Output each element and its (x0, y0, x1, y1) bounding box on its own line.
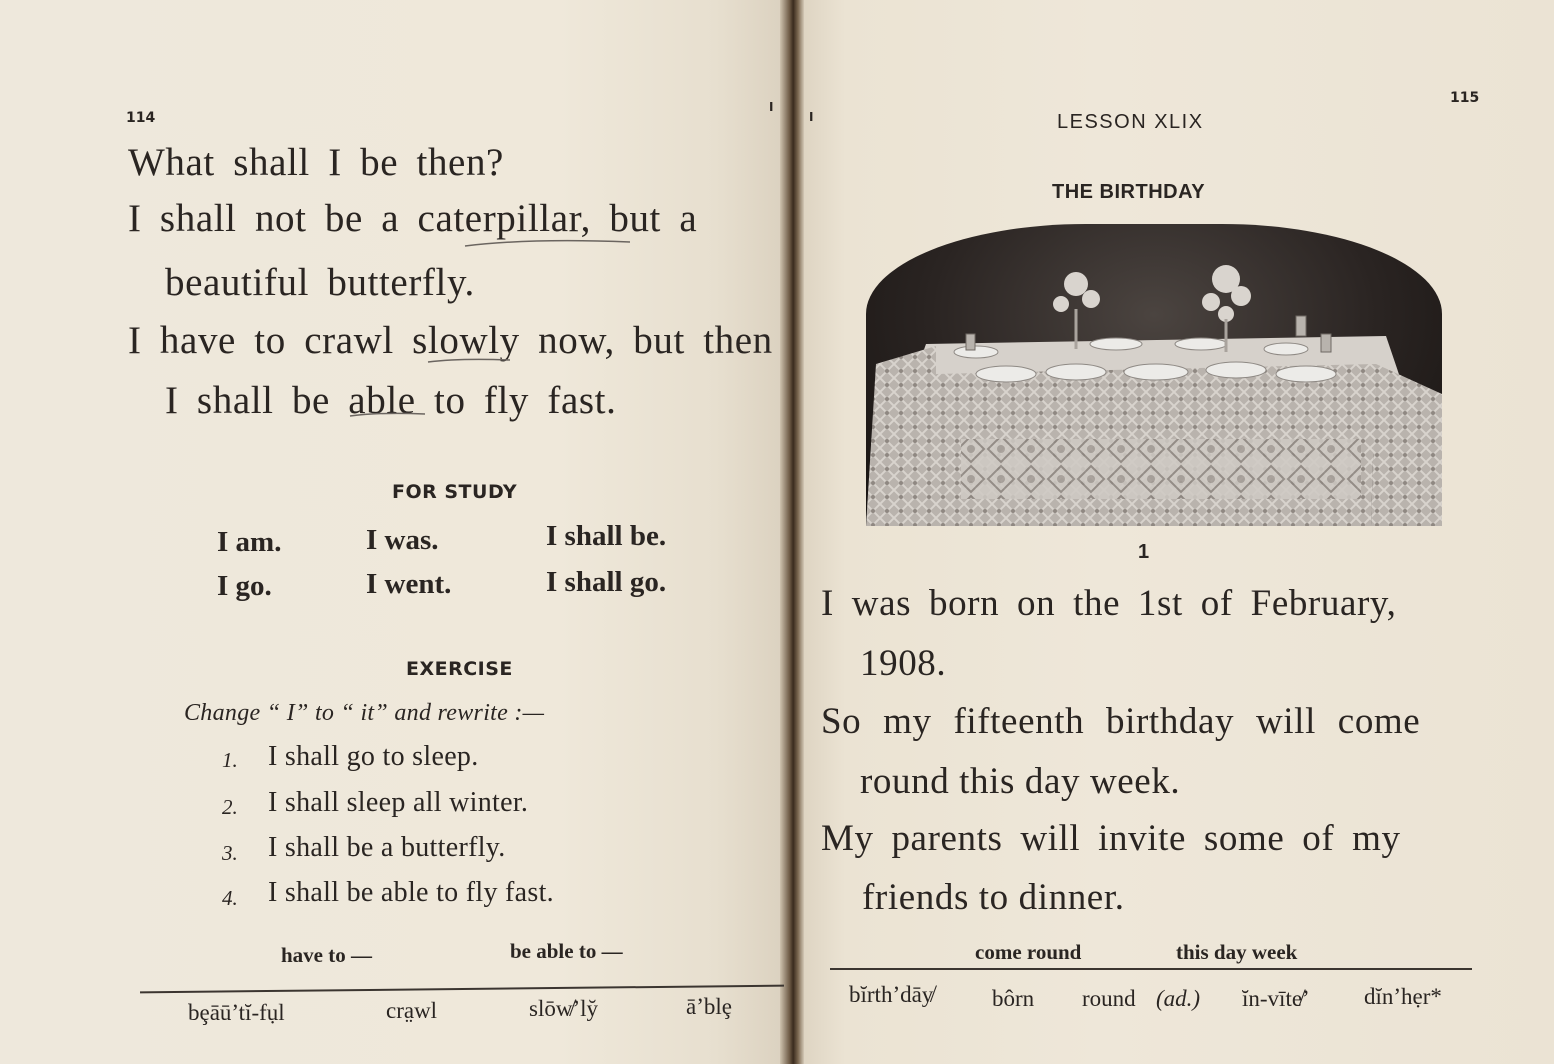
exercise-item-text: I shall be a butterfly. (268, 832, 506, 863)
left-line-4: I have to crawl slowly now, but then (128, 319, 773, 362)
exercise-item-number: 3. (222, 841, 238, 865)
lesson-subtitle: THE BIRTHDAY (1052, 181, 1206, 203)
left-line-2: I shall not be a caterpillar, but a (128, 197, 698, 240)
vocab-word: round (1082, 986, 1136, 1011)
study-word-i-went: I went. (366, 568, 452, 600)
study-word-i-shall-go: I shall go. (546, 566, 667, 598)
vocab-word: bôrn (992, 986, 1035, 1011)
phrase-have-to: have to — (281, 943, 372, 967)
right-corner-mark: I (809, 110, 814, 124)
exercise-item-text: I shall sleep all winter. (268, 787, 529, 818)
vocab-word: cra̤wl (386, 998, 438, 1023)
exercise-instruction: Change “ I” to “ it” and rewrite :— (184, 700, 545, 726)
phrase-be-able-to: be able to — (510, 939, 623, 963)
vocab-word: bĭrth’dāy̸ (849, 982, 934, 1007)
study-word-i-was: I was. (366, 524, 439, 556)
vocab-word: slōw̸’ly̆ (529, 996, 598, 1021)
study-word-i-go: I go. (217, 570, 272, 602)
exercise-item-number: 4. (222, 886, 238, 910)
book-spine (780, 0, 804, 1064)
phrase-come-round: come round (975, 940, 1082, 964)
vocab-divider (830, 968, 1472, 970)
birthday-table-photo (866, 224, 1442, 526)
right-line-6: friends to dinner. (862, 877, 1125, 918)
left-line-3: beautiful butterfly. (165, 261, 475, 304)
lesson-title: LESSON XLIX (1057, 111, 1204, 133)
right-line-2: 1908. (860, 643, 947, 684)
study-word-i-shall-be: I shall be. (546, 520, 667, 552)
vocab-word: bȩāū’tĭ-fụl (188, 1000, 285, 1025)
exercise-item-number: 2. (222, 795, 238, 819)
for-study-heading: FOR STUDY (392, 481, 518, 503)
exercise-item-number: 1. (222, 748, 238, 772)
study-word-i-am: I am. (217, 526, 282, 558)
vocab-word: (ad.) (1156, 986, 1201, 1011)
phrase-this-day-week: this day week (1176, 940, 1298, 964)
left-corner-mark: I (769, 100, 774, 114)
right-line-3: So my fifteenth birthday will come (821, 701, 1421, 742)
vocab-word: ā’blȩ (686, 994, 732, 1019)
paragraph-number: 1 (1138, 541, 1150, 563)
right-line-1: I was born on the 1st of February, (821, 583, 1397, 624)
left-line-1: What shall I be then? (128, 141, 504, 184)
vocab-word: dĭn’hẹr* (1364, 984, 1442, 1009)
exercise-heading: EXERCISE (406, 658, 513, 680)
vocab-word: ĭn-vīte̸’ (1242, 986, 1310, 1011)
right-line-5: My parents will invite some of my (821, 818, 1401, 859)
left-page-number: 114 (126, 110, 156, 126)
right-line-4: round this day week. (860, 761, 1181, 802)
exercise-item-text: I shall be able to fly fast. (268, 877, 554, 908)
exercise-item-text: I shall go to sleep. (268, 741, 479, 772)
pencil-underlines (300, 230, 680, 430)
right-page-number: 115 (1450, 90, 1480, 106)
left-line-5: I shall be able to fly fast. (165, 379, 617, 422)
